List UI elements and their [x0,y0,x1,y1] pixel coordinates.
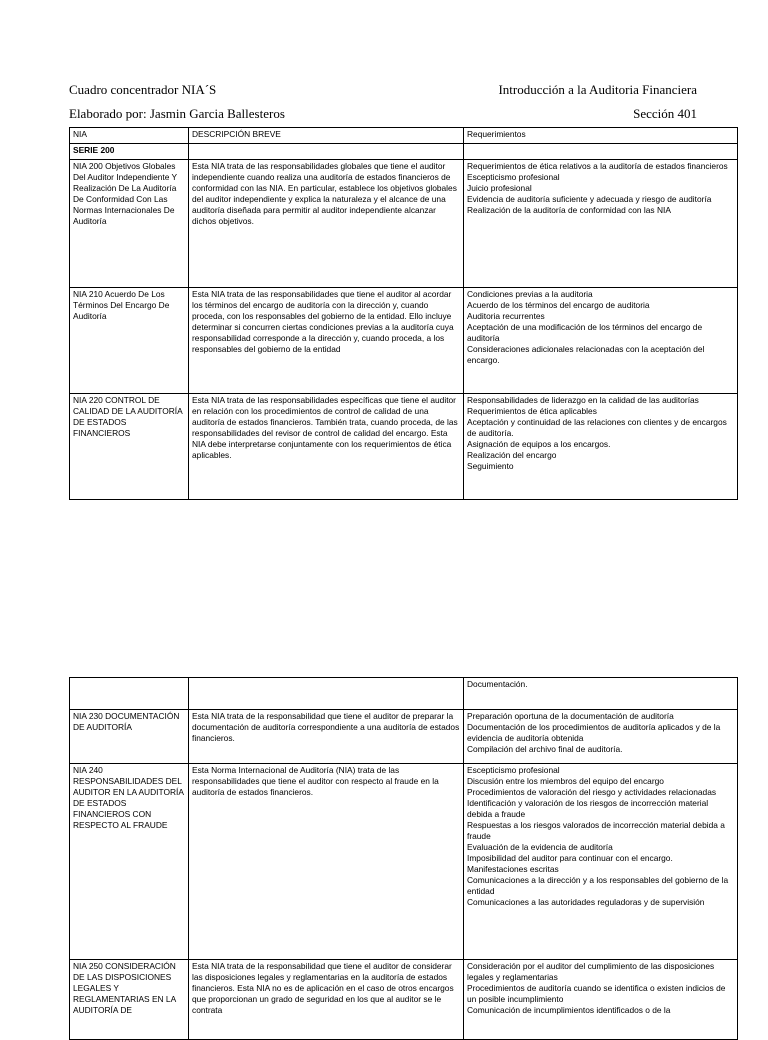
table-row [70,764,738,960]
requirements-cell: Requerimientos de ética relativos a la auditoría de estados financieros Escepticismo profesional Juicio profesional Evidencia de auditoría suficiente y adecuada y riesgo de auditoría Realización de la auditoría de conformidad con las NIA [464,160,738,288]
description-cell: Esta NIA trata de las responsabilidades específicas que tiene el auditor en relación con los procedimientos de control de calidad de una auditoría de estados financieros. También trata, cuando proceda, de las responsabilidades del revisor de control de calidad del encargo. Esta NIA debe interpretarse conjuntamente con los requerimientos de ética aplicables. [189,394,464,500]
table-row [70,960,738,1040]
description-cell: Esta NIA trata de la responsabilidad que tiene el auditor de considerar las disposiciones legales y reglamentarias en la auditoría de estados financieros. Esta NIA no es de aplicación en el caso de otros encargos que proporcionan un grado de seguridad en los que al auditor se le contrata [189,960,464,1040]
description-cell: Esta Norma Internacional de Auditoría (NIA) trata de las responsabilidades que tiene el auditor con respecto al fraude en la auditoría de estados financieros. [189,764,464,960]
description-cell: Esta NIA trata de las responsabilidades que tiene el auditor al acordar los términos del encargo de auditoría con la dirección y, cuando proceda, con los responsables del gobierno de la entidad. Ello incluye determinar si concurren ciertas condiciones previas a la auditoría cuya responsabilidad corresponde a la dirección y, cuando proceda, a los responsables del gobierno de la entidad [189,288,464,394]
nia-cell: NIA 200 Objetivos Globales Del Auditor Independiente Y Realización De La Auditoría De Conformidad Con Las Normas Internacionales De Auditoría [70,160,189,288]
continuation-row [70,678,738,710]
table-row [70,160,738,288]
requirements-cell: Preparación oportuna de la documentación de auditoría Documentación de los procedimientos de auditoría aplicados y de la evidencia de auditoría obtenida Compilación del archivo final de auditoría. [464,710,738,764]
description-cell: Esta NIA trata de la responsabilidad que tiene el auditor de preparar la documentación de auditoría correspondiente a una auditoría de estados financieros. [189,710,464,764]
serie-row [70,144,738,160]
requirements-cell: Documentación. [464,678,738,710]
nia-cell: NIA 240 RESPONSABILIDADES DEL AUDITOR EN LA AUDITORÍA DE ESTADOS FINANCIEROS CON RESPECTO AL FRAUDE [70,764,189,960]
table-header-row [70,128,738,144]
nia-cell: NIA 250 CONSIDERACIÓN DE LAS DISPOSICIONES LEGALES Y REGLAMENTARIAS EN LA AUDITORÍA DE [70,960,189,1040]
section-label: Sección 401 [633,106,697,121]
nia-cell: NIA 230 DOCUMENTACIÓN DE AUDITORÍA [70,710,189,764]
serie-label: SERIE 200 [70,144,189,160]
description-cell [189,678,464,710]
table-row [70,394,738,500]
header-requirements: Requerimientos [464,128,738,144]
nia-cell [70,678,189,710]
course-title: Introducción a la Auditoria Financiera [498,82,697,97]
nia-cell: NIA 210 Acuerdo De Los Términos Del Encargo De Auditoría [70,288,189,394]
requirements-cell: Consideración por el auditor del cumplimiento de las disposiciones legales y reglamentarias Procedimientos de auditoría cuando se identifica o existen indicios de un posible incumplimiento Comunicación de incumplimientos identificados o de la [464,960,738,1040]
nia-table-page-2 [69,677,738,1040]
requirements-cell: Condiciones previas a la auditoria Acuerdo de los términos del encargo de auditoria Auditoria recurrentes Aceptación de una modificación de los términos del encargo de auditoría Consideraciones adicionales relacionadas con la aceptación del encargo. [464,288,738,394]
table-row [70,710,738,764]
header-description: DESCRIPCIÓN BREVE [189,128,464,144]
author-line: Elaborado por: Jasmin Garcia Ballesteros [69,106,285,121]
requirements-cell: Escepticismo profesional Discusión entre los miembros del equipo del encargo Procedimientos de valoración del riesgo y actividades relacionadas Identificación y valoración de los riesgos de incorrección material debida a fraude Respuestas a los riesgos valorados de incorrección material debida a fraude Evaluación de la evidencia de auditoría Imposibilidad del auditor para continuar con el encargo. Manifestaciones escritas Comunicaciones a la dirección y a los responsables del gobierno de la entidad Comunicaciones a las autoridades reguladoras y de supervisión [464,764,738,960]
table-row [70,288,738,394]
document-title: Cuadro concentrador NIA´S [69,82,217,97]
requirements-cell: Responsabilidades de liderazgo en la calidad de las auditorías Requerimientos de ética aplicables Aceptación y continuidad de las relaciones con clientes y de encargos de auditoría. Asignación de equipos a los encargos. Realización del encargo Seguimiento [464,394,738,500]
header-nia: NIA [70,128,189,144]
nia-table-page-1 [69,127,738,500]
description-cell: Esta NIA trata de las responsabilidades globales que tiene el auditor independiente cuando realiza una auditoría de estados financieros de conformidad con las NIA. En particular, establece los objetivos globales del auditor independiente y explica la naturaleza y el alcance de una auditoría diseñada para permitir al auditor independiente alcanzar dichos objetivos. [189,160,464,288]
nia-cell: NIA 220 CONTROL DE CALIDAD DE LA AUDITORÍA DE ESTADOS FINANCIEROS [70,394,189,500]
